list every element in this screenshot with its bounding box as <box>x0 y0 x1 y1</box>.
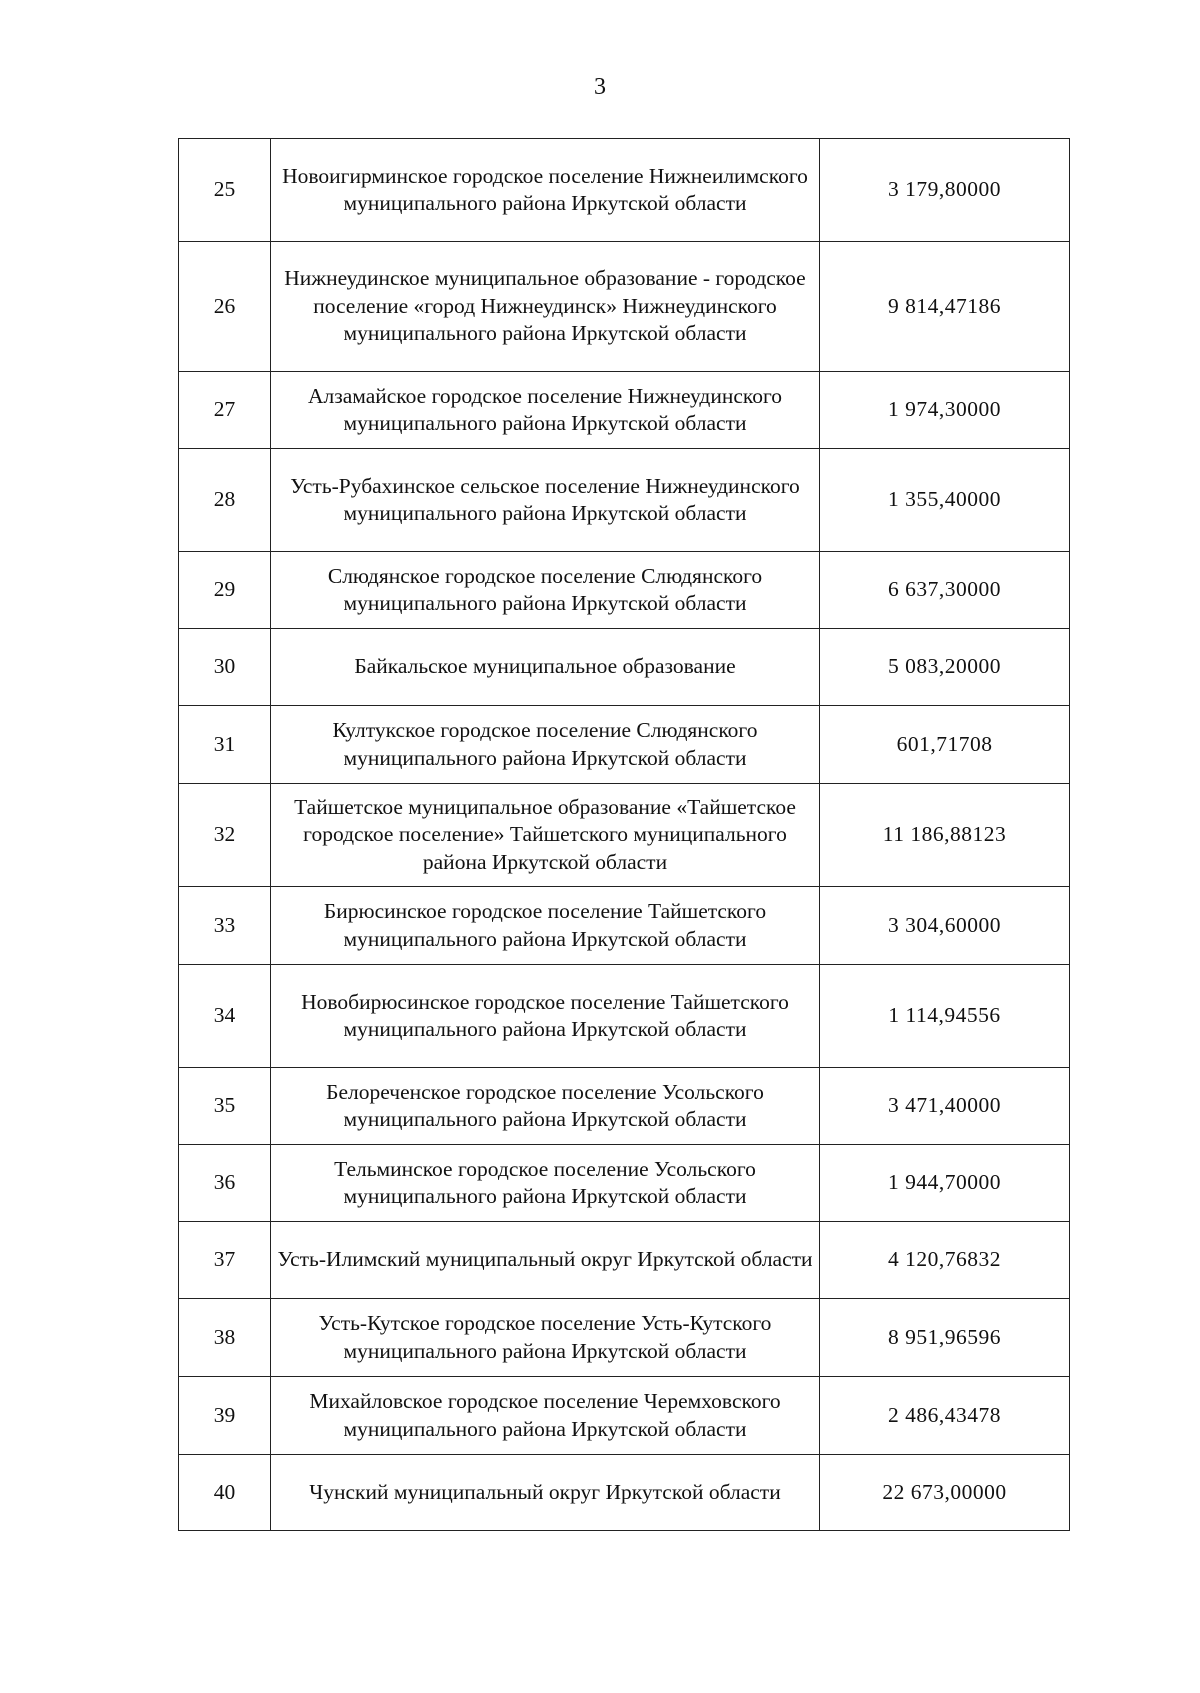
row-number: 34 <box>179 965 271 1068</box>
allocation-table <box>178 138 1070 1531</box>
row-number: 29 <box>179 552 271 629</box>
amount: 3 304,60000 <box>820 887 1070 965</box>
municipality-name: Усть-Кутское городское поселение Усть-Кутского муниципального района Иркутской области <box>271 1299 820 1377</box>
table-row <box>179 449 1070 552</box>
municipality-name: Новоигирминское городское поселение Нижнеилимского муниципального района Иркутской области <box>271 139 820 242</box>
amount: 1 355,40000 <box>820 449 1070 552</box>
table-row <box>179 139 1070 242</box>
row-number: 28 <box>179 449 271 552</box>
table-row <box>179 1068 1070 1145</box>
row-number: 39 <box>179 1377 271 1455</box>
table-row <box>179 629 1070 706</box>
municipality-name: Усть-Илимский муниципальный округ Иркутской области <box>271 1222 820 1299</box>
municipality-name: Чунский муниципальный округ Иркутской области <box>271 1455 820 1531</box>
amount: 3 179,80000 <box>820 139 1070 242</box>
page-number: 3 <box>594 74 606 100</box>
table-row <box>179 784 1070 887</box>
row-number: 31 <box>179 706 271 784</box>
municipality-name: Култукское городское поселение Слюдянского муниципального района Иркутской области <box>271 706 820 784</box>
amount: 601,71708 <box>820 706 1070 784</box>
table-row <box>179 1377 1070 1455</box>
amount: 3 471,40000 <box>820 1068 1070 1145</box>
row-number: 33 <box>179 887 271 965</box>
municipality-name: Белореченское городское поселение Усольского муниципального района Иркутской области <box>271 1068 820 1145</box>
table-row <box>179 552 1070 629</box>
table-row <box>179 1222 1070 1299</box>
table-row <box>179 1145 1070 1222</box>
table-row <box>179 372 1070 449</box>
table-row <box>179 242 1070 372</box>
row-number: 30 <box>179 629 271 706</box>
municipality-name: Тельминское городское поселение Усольского муниципального района Иркутской области <box>271 1145 820 1222</box>
row-number: 27 <box>179 372 271 449</box>
amount: 2 486,43478 <box>820 1377 1070 1455</box>
amount: 5 083,20000 <box>820 629 1070 706</box>
row-number: 32 <box>179 784 271 887</box>
table-row <box>179 1455 1070 1531</box>
table-row <box>179 706 1070 784</box>
table-row <box>179 887 1070 965</box>
row-number: 38 <box>179 1299 271 1377</box>
amount: 11 186,88123 <box>820 784 1070 887</box>
amount: 22 673,00000 <box>820 1455 1070 1531</box>
table-row <box>179 1299 1070 1377</box>
municipality-name: Новобирюсинское городское поселение Тайшетского муниципального района Иркутской области <box>271 965 820 1068</box>
row-number: 36 <box>179 1145 271 1222</box>
row-number: 37 <box>179 1222 271 1299</box>
amount: 4 120,76832 <box>820 1222 1070 1299</box>
row-number: 35 <box>179 1068 271 1145</box>
table-row <box>179 965 1070 1068</box>
municipality-name: Нижнеудинское муниципальное образование - городское поселение «город Нижнеудинск» Нижнеудинского муниципального района Иркутской области <box>271 242 820 372</box>
row-number: 26 <box>179 242 271 372</box>
amount: 1 114,94556 <box>820 965 1070 1068</box>
amount: 1 974,30000 <box>820 372 1070 449</box>
amount: 9 814,47186 <box>820 242 1070 372</box>
row-number: 25 <box>179 139 271 242</box>
municipality-name: Байкальское муниципальное образование <box>271 629 820 706</box>
row-number: 40 <box>179 1455 271 1531</box>
municipality-name: Слюдянское городское поселение Слюдянского муниципального района Иркутской области <box>271 552 820 629</box>
municipality-name: Усть-Рубахинское сельское поселение Нижнеудинского муниципального района Иркутской области <box>271 449 820 552</box>
amount: 8 951,96596 <box>820 1299 1070 1377</box>
municipality-name: Бирюсинское городское поселение Тайшетского муниципального района Иркутской области <box>271 887 820 965</box>
municipality-name: Тайшетское муниципальное образование «Тайшетское городское поселение» Тайшетского муниципального района Иркутской области <box>271 784 820 887</box>
municipality-name: Алзамайское городское поселение Нижнеудинского муниципального района Иркутской области <box>271 372 820 449</box>
municipality-name: Михайловское городское поселение Черемховского муниципального района Иркутской области <box>271 1377 820 1455</box>
amount: 1 944,70000 <box>820 1145 1070 1222</box>
amount: 6 637,30000 <box>820 552 1070 629</box>
